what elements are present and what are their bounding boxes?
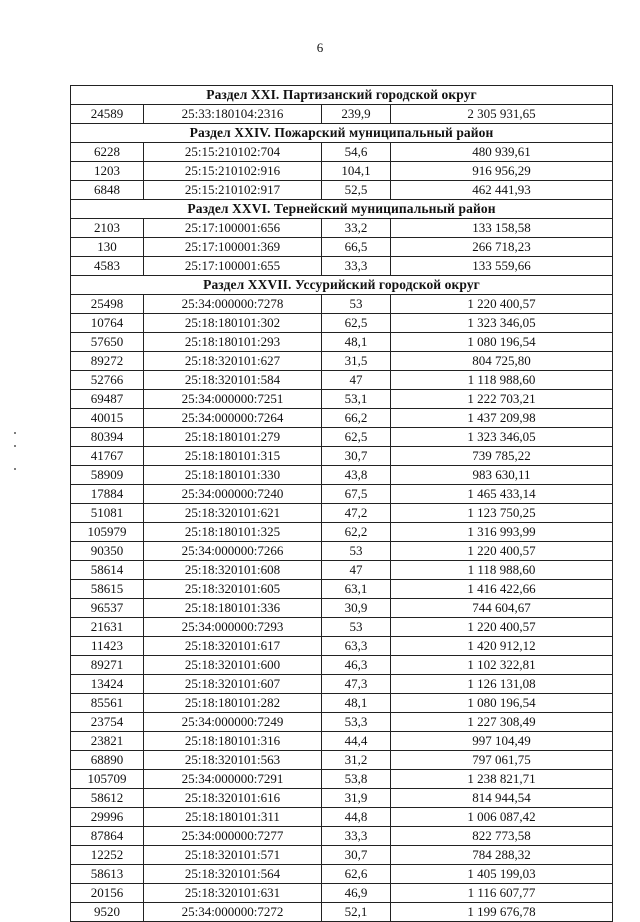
area-cell: 30,7 [322,846,391,865]
section-header-row [71,86,613,105]
cadastral-number-cell: 25:18:320101:627 [144,352,322,371]
cadastral-number-cell: 25:17:100001:369 [144,238,322,257]
cadastral-number-cell: 25:17:100001:655 [144,257,322,276]
cadastral-number-cell: 25:18:320101:564 [144,865,322,884]
cadastral-number-cell: 25:18:320101:608 [144,561,322,580]
record-number-cell: 11423 [71,637,144,656]
area-cell: 53,3 [322,713,391,732]
area-cell: 44,4 [322,732,391,751]
area-cell: 62,2 [322,523,391,542]
record-number-cell: 41767 [71,447,144,466]
record-number-cell: 1203 [71,162,144,181]
value-cell: 462 441,93 [391,181,613,200]
value-cell: 1 080 196,54 [391,333,613,352]
record-number-cell: 58613 [71,865,144,884]
table-row [71,542,613,561]
area-cell: 48,1 [322,694,391,713]
table-row [71,675,613,694]
cadastral-number-cell: 25:18:320101:563 [144,751,322,770]
area-cell: 33,3 [322,827,391,846]
area-cell: 53,1 [322,390,391,409]
record-number-cell: 68890 [71,751,144,770]
table-row [71,713,613,732]
table-row [71,884,613,903]
record-number-cell: 13424 [71,675,144,694]
record-number-cell: 85561 [71,694,144,713]
table-row [71,732,613,751]
area-cell: 66,5 [322,238,391,257]
record-number-cell: 89272 [71,352,144,371]
area-cell: 33,2 [322,219,391,238]
value-cell: 1 006 087,42 [391,808,613,827]
cadastral-number-cell: 25:18:320101:616 [144,789,322,808]
record-number-cell: 25498 [71,295,144,314]
cadastral-number-cell: 25:34:000000:7249 [144,713,322,732]
area-cell: 53 [322,618,391,637]
value-cell: 1 222 703,21 [391,390,613,409]
area-cell: 43,8 [322,466,391,485]
scan-artifact-dot [14,445,16,447]
cadastral-number-cell: 25:18:320101:571 [144,846,322,865]
scan-artifact-dot [14,432,16,434]
record-number-cell: 80394 [71,428,144,447]
value-cell: 1 199 676,78 [391,903,613,922]
record-number-cell: 40015 [71,409,144,428]
cadastral-number-cell: 25:34:000000:7251 [144,390,322,409]
property-table [70,85,613,922]
table-row [71,409,613,428]
section-title: Раздел XXVI. Тернейский муниципальный район [71,200,613,219]
record-number-cell: 12252 [71,846,144,865]
value-cell: 1 323 346,05 [391,428,613,447]
page-number: 6 [316,40,324,55]
table-row [71,162,613,181]
area-cell: 47,3 [322,675,391,694]
record-number-cell: 105709 [71,770,144,789]
cadastral-number-cell: 25:15:210102:704 [144,143,322,162]
table-row [71,105,613,124]
area-cell: 62,6 [322,865,391,884]
area-cell: 52,5 [322,181,391,200]
table-row [71,466,613,485]
cadastral-number-cell: 25:18:180101:311 [144,808,322,827]
cadastral-number-cell: 25:33:180104:2316 [144,105,322,124]
record-number-cell: 6228 [71,143,144,162]
cadastral-number-cell: 25:34:000000:7291 [144,770,322,789]
area-cell: 104,1 [322,162,391,181]
table-row [71,561,613,580]
cadastral-number-cell: 25:18:180101:293 [144,333,322,352]
table-row [71,314,613,333]
table-row [71,485,613,504]
value-cell: 1 238 821,71 [391,770,613,789]
cadastral-number-cell: 25:18:180101:316 [144,732,322,751]
section-header-row [71,124,613,143]
table-row [71,504,613,523]
record-number-cell: 4583 [71,257,144,276]
table-row [71,618,613,637]
value-cell: 983 630,11 [391,466,613,485]
value-cell: 1 316 993,99 [391,523,613,542]
area-cell: 52,1 [322,903,391,922]
table-row [71,523,613,542]
value-cell: 1 220 400,57 [391,618,613,637]
record-number-cell: 10764 [71,314,144,333]
cadastral-number-cell: 25:17:100001:656 [144,219,322,238]
area-cell: 62,5 [322,428,391,447]
record-number-cell: 29996 [71,808,144,827]
value-cell: 1 323 346,05 [391,314,613,333]
value-cell: 1 118 988,60 [391,371,613,390]
area-cell: 31,9 [322,789,391,808]
record-number-cell: 6848 [71,181,144,200]
area-cell: 44,8 [322,808,391,827]
table-row [71,827,613,846]
area-cell: 47,2 [322,504,391,523]
record-number-cell: 9520 [71,903,144,922]
table-row [71,637,613,656]
area-cell: 47 [322,371,391,390]
value-cell: 1 123 750,25 [391,504,613,523]
value-cell: 133 559,66 [391,257,613,276]
table-row [71,770,613,789]
value-cell: 784 288,32 [391,846,613,865]
cadastral-number-cell: 25:18:320101:607 [144,675,322,694]
area-cell: 53,8 [322,770,391,789]
table-row [71,371,613,390]
area-cell: 53 [322,542,391,561]
area-cell: 48,1 [322,333,391,352]
record-number-cell: 52766 [71,371,144,390]
value-cell: 1 080 196,54 [391,694,613,713]
table-row [71,694,613,713]
area-cell: 239,9 [322,105,391,124]
record-number-cell: 90350 [71,542,144,561]
area-cell: 47 [322,561,391,580]
area-cell: 62,5 [322,314,391,333]
value-cell: 133 158,58 [391,219,613,238]
table-row [71,808,613,827]
section-header-row [71,200,613,219]
value-cell: 744 604,67 [391,599,613,618]
area-cell: 31,5 [322,352,391,371]
record-number-cell: 21631 [71,618,144,637]
value-cell: 1 405 199,03 [391,865,613,884]
cadastral-number-cell: 25:15:210102:916 [144,162,322,181]
section-header-row [71,276,613,295]
area-cell: 66,2 [322,409,391,428]
value-cell: 1 465 433,14 [391,485,613,504]
table-row [71,352,613,371]
table-row [71,219,613,238]
value-cell: 1 220 400,57 [391,295,613,314]
table-row [71,599,613,618]
value-cell: 822 773,58 [391,827,613,846]
cadastral-number-cell: 25:18:180101:336 [144,599,322,618]
cadastral-number-cell: 25:15:210102:917 [144,181,322,200]
record-number-cell: 51081 [71,504,144,523]
table-row [71,846,613,865]
cadastral-number-cell: 25:18:180101:330 [144,466,322,485]
cadastral-number-cell: 25:34:000000:7277 [144,827,322,846]
area-cell: 30,7 [322,447,391,466]
record-number-cell: 23754 [71,713,144,732]
value-cell: 1 116 607,77 [391,884,613,903]
table-row [71,903,613,922]
value-cell: 1 126 131,08 [391,675,613,694]
record-number-cell: 105979 [71,523,144,542]
table-row [71,333,613,352]
area-cell: 33,3 [322,257,391,276]
value-cell: 739 785,22 [391,447,613,466]
value-cell: 1 227 308,49 [391,713,613,732]
area-cell: 54,6 [322,143,391,162]
value-cell: 997 104,49 [391,732,613,751]
scan-artifact-dot [14,468,16,470]
record-number-cell: 58615 [71,580,144,599]
section-title: Раздел XXI. Партизанский городской округ [71,86,613,105]
cadastral-number-cell: 25:18:320101:584 [144,371,322,390]
cadastral-number-cell: 25:18:320101:631 [144,884,322,903]
record-number-cell: 24589 [71,105,144,124]
cadastral-number-cell: 25:18:320101:621 [144,504,322,523]
cadastral-number-cell: 25:18:320101:605 [144,580,322,599]
area-cell: 63,1 [322,580,391,599]
area-cell: 67,5 [322,485,391,504]
value-cell: 1 220 400,57 [391,542,613,561]
table-row [71,447,613,466]
record-number-cell: 58614 [71,561,144,580]
cadastral-number-cell: 25:34:000000:7240 [144,485,322,504]
record-number-cell: 17884 [71,485,144,504]
value-cell: 1 437 209,98 [391,409,613,428]
record-number-cell: 20156 [71,884,144,903]
section-title: Раздел XXIV. Пожарский муниципальный район [71,124,613,143]
record-number-cell: 69487 [71,390,144,409]
table-row [71,238,613,257]
cadastral-number-cell: 25:18:180101:282 [144,694,322,713]
table-row [71,580,613,599]
value-cell: 1 420 912,12 [391,637,613,656]
value-cell: 814 944,54 [391,789,613,808]
record-number-cell: 96537 [71,599,144,618]
table-row [71,181,613,200]
value-cell: 916 956,29 [391,162,613,181]
cadastral-number-cell: 25:34:000000:7272 [144,903,322,922]
value-cell: 266 718,23 [391,238,613,257]
record-number-cell: 2103 [71,219,144,238]
table-row [71,789,613,808]
area-cell: 31,2 [322,751,391,770]
area-cell: 30,9 [322,599,391,618]
record-number-cell: 23821 [71,732,144,751]
section-title: Раздел XXVII. Уссурийский городской округ [71,276,613,295]
record-number-cell: 130 [71,238,144,257]
table-row [71,257,613,276]
value-cell: 797 061,75 [391,751,613,770]
cadastral-number-cell: 25:18:180101:279 [144,428,322,447]
area-cell: 53 [322,295,391,314]
table-row [71,656,613,675]
record-number-cell: 57650 [71,333,144,352]
table-row [71,390,613,409]
value-cell: 1 102 322,81 [391,656,613,675]
value-cell: 804 725,80 [391,352,613,371]
cadastral-number-cell: 25:18:180101:325 [144,523,322,542]
table-row [71,751,613,770]
area-cell: 46,9 [322,884,391,903]
record-number-cell: 89271 [71,656,144,675]
value-cell: 2 305 931,65 [391,105,613,124]
record-number-cell: 58909 [71,466,144,485]
table-row [71,865,613,884]
area-cell: 63,3 [322,637,391,656]
cadastral-number-cell: 25:18:180101:315 [144,447,322,466]
table-row [71,143,613,162]
cadastral-number-cell: 25:18:320101:600 [144,656,322,675]
record-number-cell: 58612 [71,789,144,808]
cadastral-number-cell: 25:34:000000:7266 [144,542,322,561]
area-cell: 46,3 [322,656,391,675]
cadastral-number-cell: 25:18:180101:302 [144,314,322,333]
cadastral-number-cell: 25:18:320101:617 [144,637,322,656]
cadastral-number-cell: 25:34:000000:7293 [144,618,322,637]
table-row [71,295,613,314]
value-cell: 1 416 422,66 [391,580,613,599]
value-cell: 480 939,61 [391,143,613,162]
table-row [71,428,613,447]
value-cell: 1 118 988,60 [391,561,613,580]
cadastral-number-cell: 25:34:000000:7278 [144,295,322,314]
record-number-cell: 87864 [71,827,144,846]
cadastral-number-cell: 25:34:000000:7264 [144,409,322,428]
